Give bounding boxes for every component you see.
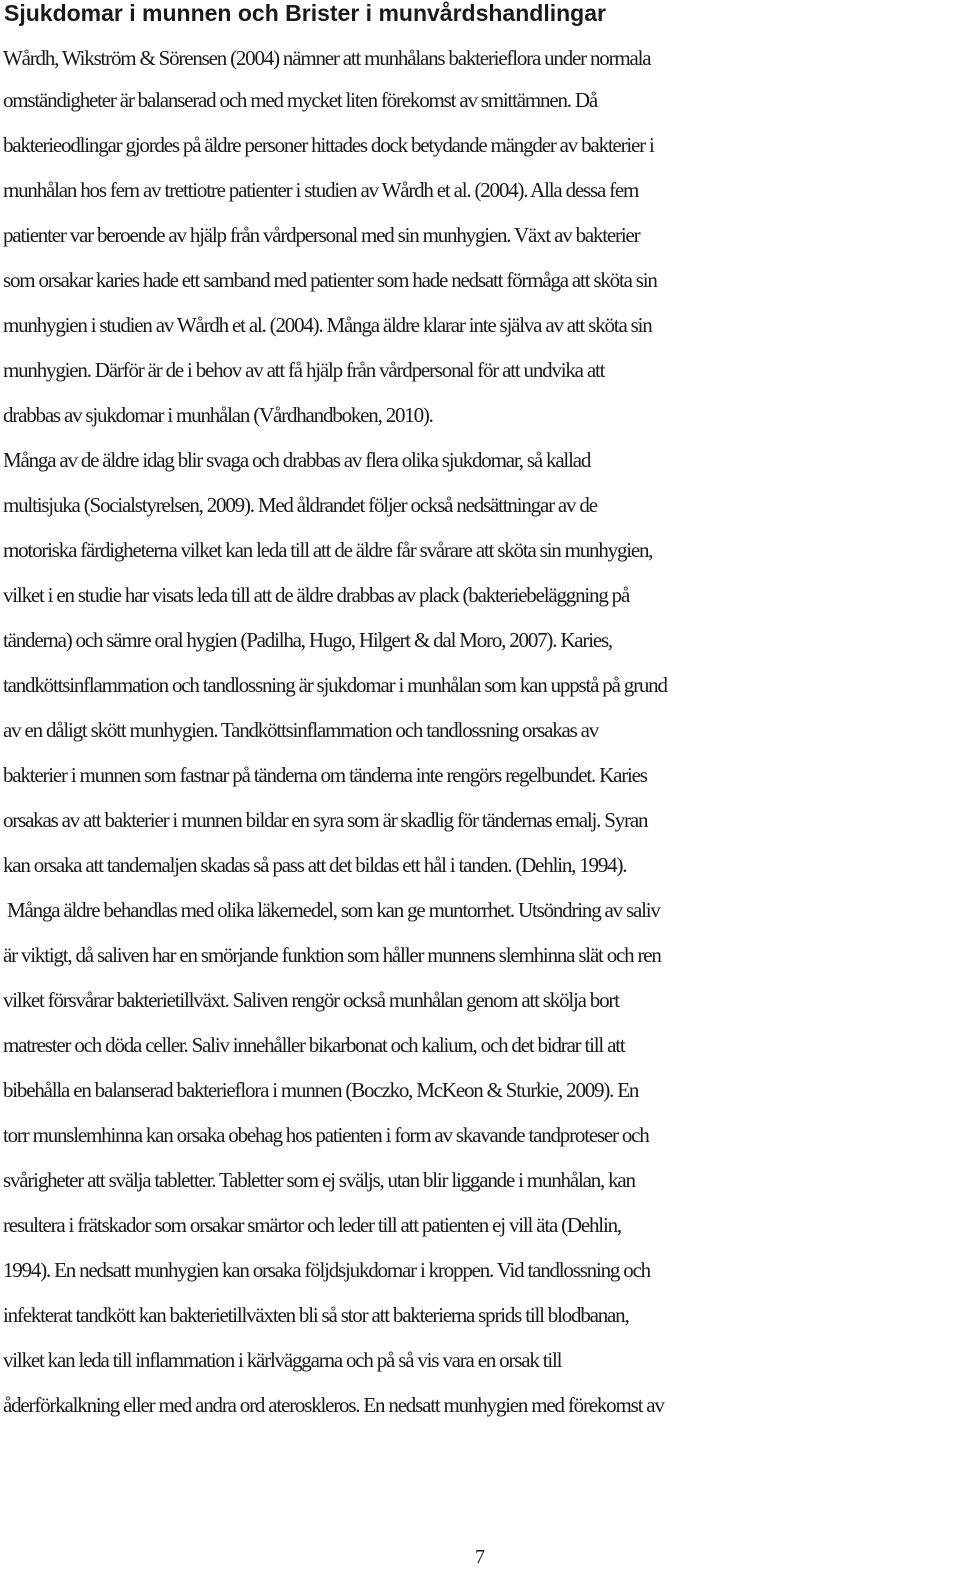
text-line: tandköttsinflammation och tandlossning är sjukdomar i munhålan som kan uppstå på grund bbox=[3, 673, 667, 697]
text-line: Många av de äldre idag blir svaga och drabbas av flera olika sjukdomar, så kallad bbox=[3, 448, 591, 472]
text-line: munhygien. Därför är de i behov av att få hjälp från vårdpersonal för att undvika att bbox=[3, 358, 605, 382]
text-line: Wårdh, Wikström & Sörensen (2004) nämner att munhålans bakterieflora under normala bbox=[3, 46, 651, 70]
text-line: bakterier i munnen som fastnar på tänderna om tänderna inte rengörs regelbundet. Karies bbox=[3, 763, 647, 787]
text-line: resultera i frätskador som orsakar smärtor och leder till att patienten ej vill äta (Dehlin, bbox=[3, 1213, 621, 1237]
text-line: vilket kan leda till inflammation i kärlväggarna och på så vis vara en orsak till bbox=[3, 1348, 562, 1372]
body-text bbox=[3, 38, 960, 1428]
text-line: infekterat tandkött kan bakterietillväxten bli så stor att bakterierna sprids till blodbanan, bbox=[3, 1303, 629, 1327]
text-line: patienter var beroende av hjälp från vårdpersonal med sin munhygien. Växt av bakterier bbox=[3, 223, 640, 247]
text-line: torr munslemhinna kan orsaka obehag hos patienten i form av skavande tandproteser och bbox=[3, 1123, 649, 1147]
text-line: kan orsaka att tandemaljen skadas så pass att det bildas ett hål i tanden. (Dehlin, 1994). bbox=[3, 853, 627, 877]
text-line: tänderna) och sämre oral hygien (Padilha, Hugo, Hilgert & dal Moro, 2007). Karies, bbox=[3, 628, 612, 652]
text-line: bibehålla en balanserad bakterieflora i munnen (Boczko, McKeon & Sturkie, 2009). En bbox=[3, 1078, 639, 1102]
text-line: som orsakar karies hade ett samband med patienter som hade nedsatt förmåga att sköta sin bbox=[3, 268, 657, 292]
text-line: multisjuka (Socialstyrelsen, 2009). Med åldrandet följer också nedsättningar av de bbox=[3, 493, 597, 517]
page-number: 7 bbox=[475, 1546, 485, 1568]
text-line: omständigheter är balanserad och med mycket liten förekomst av smittämnen. Då bbox=[3, 88, 597, 112]
text-line: drabbas av sjukdomar i munhålan (Vårdhandboken, 2010). bbox=[3, 403, 433, 427]
text-line: vilket i en studie har visats leda till att de äldre drabbas av plack (bakteriebeläggning på bbox=[3, 583, 630, 607]
text-line: svårigheter att svälja tabletter. Tabletter som ej sväljs, utan blir liggande i munhålan, kan bbox=[3, 1168, 635, 1192]
text-line: matrester och döda celler. Saliv innehåller bikarbonat och kalium, och det bidrar till att bbox=[3, 1033, 625, 1057]
text-line: är viktigt, då saliven har en smörjande funktion som håller munnens slemhinna slät och ren bbox=[3, 943, 661, 967]
text-line: 1994). En nedsatt munhygien kan orsaka följdsjukdomar i kroppen. Vid tandlossning och bbox=[3, 1258, 650, 1282]
text-line: åderförkalkning eller med andra ord ateroskleros. En nedsatt munhygien med förekomst av bbox=[3, 1393, 664, 1417]
text-line: orsakas av att bakterier i munnen bildar en syra som är skadlig för tändernas emalj. Syran bbox=[3, 808, 648, 832]
section-heading: Sjukdomar i munnen och Brister i munvårdshandlingar bbox=[4, 0, 606, 26]
text-line: munhygien i studien av Wårdh et al. (2004). Många äldre klarar inte själva av att sköta sin bbox=[3, 313, 652, 337]
text-line: Många äldre behandlas med olika läkemedel, som kan ge muntorrhet. Utsöndring av saliv bbox=[3, 898, 660, 922]
text-line: av en dåligt skött munhygien. Tandköttsinflammation och tandlossning orsakas av bbox=[3, 718, 599, 742]
text-line: bakterieodlingar gjordes på äldre personer hittades dock betydande mängder av bakterier i bbox=[3, 133, 654, 157]
text-line: motoriska färdigheterna vilket kan leda till att de äldre får svårare att sköta sin munhygien, bbox=[3, 538, 653, 562]
text-line: munhålan hos fem av trettiotre patienter i studien av Wårdh et al. (2004). Alla dessa fem bbox=[3, 178, 639, 202]
text-line: vilket försvårar bakterietillväxt. Saliven rengör också munhålan genom att skölja bort bbox=[3, 988, 619, 1012]
